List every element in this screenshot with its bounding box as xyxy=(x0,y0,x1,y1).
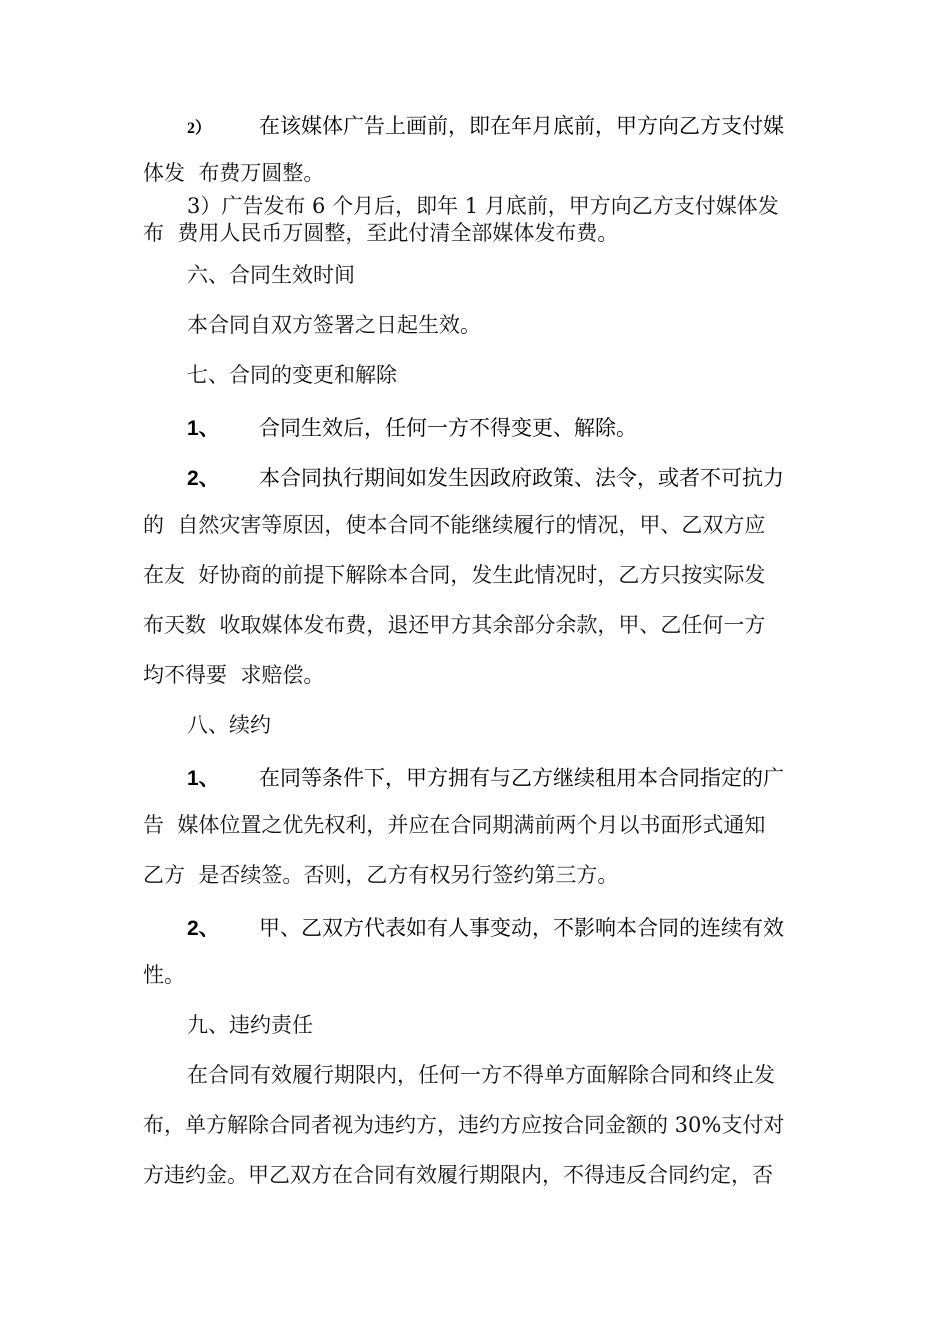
clause-8-1 xyxy=(187,762,784,792)
clause-2-continued: 体发 布费万圆整。 xyxy=(143,161,325,185)
clause-number: 2、 xyxy=(187,467,220,490)
clause-2-payment xyxy=(187,110,784,140)
clause-text: 甲、乙双方代表如有人事变动，不影响本合同的连续有效 xyxy=(259,916,784,940)
clause-number: 2、 xyxy=(187,917,220,940)
clause-7-2-line-5: 均不得要 求赔偿。 xyxy=(143,663,325,687)
clause-8-2-line-2: 性。 xyxy=(143,963,185,987)
section-heading-7: 七、合同的变更和解除 xyxy=(187,363,397,387)
section-heading-6: 六、合同生效时间 xyxy=(187,263,355,287)
clause-8-2 xyxy=(187,912,784,942)
section-heading-8: 八、续约 xyxy=(187,713,271,737)
clause-text: 本合同执行期间如发生因政府政策、法令，或者不可抗力 xyxy=(259,466,784,490)
clause-number: 1、 xyxy=(187,417,220,440)
clause-8-1-line-3: 乙方 是否续签。否则，乙方有权另行签约第三方。 xyxy=(143,863,619,887)
clause-7-2-line-4: 布天数 收取媒体发布费，退还甲方其余部分余款，甲、乙任何一方 xyxy=(143,613,766,637)
section-9-line-2: 布，单方解除合同者视为违约方，违约方应按合同金额的 30%支付对 xyxy=(143,1113,785,1137)
section-9-line-3: 方违约金。甲乙双方在合同有效履行期限内，不得违反合同约定，否 xyxy=(143,1163,773,1187)
section-9-line-1: 在合同有效履行期限内，任何一方不得单方面解除合同和终止发 xyxy=(187,1063,775,1087)
clause-text: 合同生效后，任何一方不得变更、解除。 xyxy=(259,416,637,440)
clause-7-2-line-2: 的 自然灾害等原因，使本合同不能继续履行的情况，甲、乙双方应 xyxy=(143,513,766,537)
clause-8-1-line-2: 告 媒体位置之优先权利，并应在合同期满前两个月以书面形式通知 xyxy=(143,813,766,837)
clause-3-continued: 布 费用人民币万圆整，至此付清全部媒体发布费。 xyxy=(143,221,619,245)
clause-3-payment: 3）广告发布 6 个月后，即年 1 月底前，甲方向乙方支付媒体发 xyxy=(187,194,779,218)
clause-number: 2） xyxy=(187,120,212,137)
clause-text: 在同等条件下，甲方拥有与乙方继续租用本合同指定的广 xyxy=(259,766,784,790)
clause-number: 1、 xyxy=(187,767,220,790)
clause-7-2 xyxy=(187,462,784,492)
clause-7-2-line-3: 在友 好协商的前提下解除本合同，发生此情况时，乙方只按实际发 xyxy=(143,563,766,587)
clause-text: 在该媒体广告上画前，即在年月底前，甲方向乙方支付媒 xyxy=(259,114,784,138)
section-heading-9: 九、违约责任 xyxy=(187,1013,313,1037)
section-6-text: 本合同自双方签署之日起生效。 xyxy=(187,313,481,337)
clause-7-1 xyxy=(187,412,637,442)
